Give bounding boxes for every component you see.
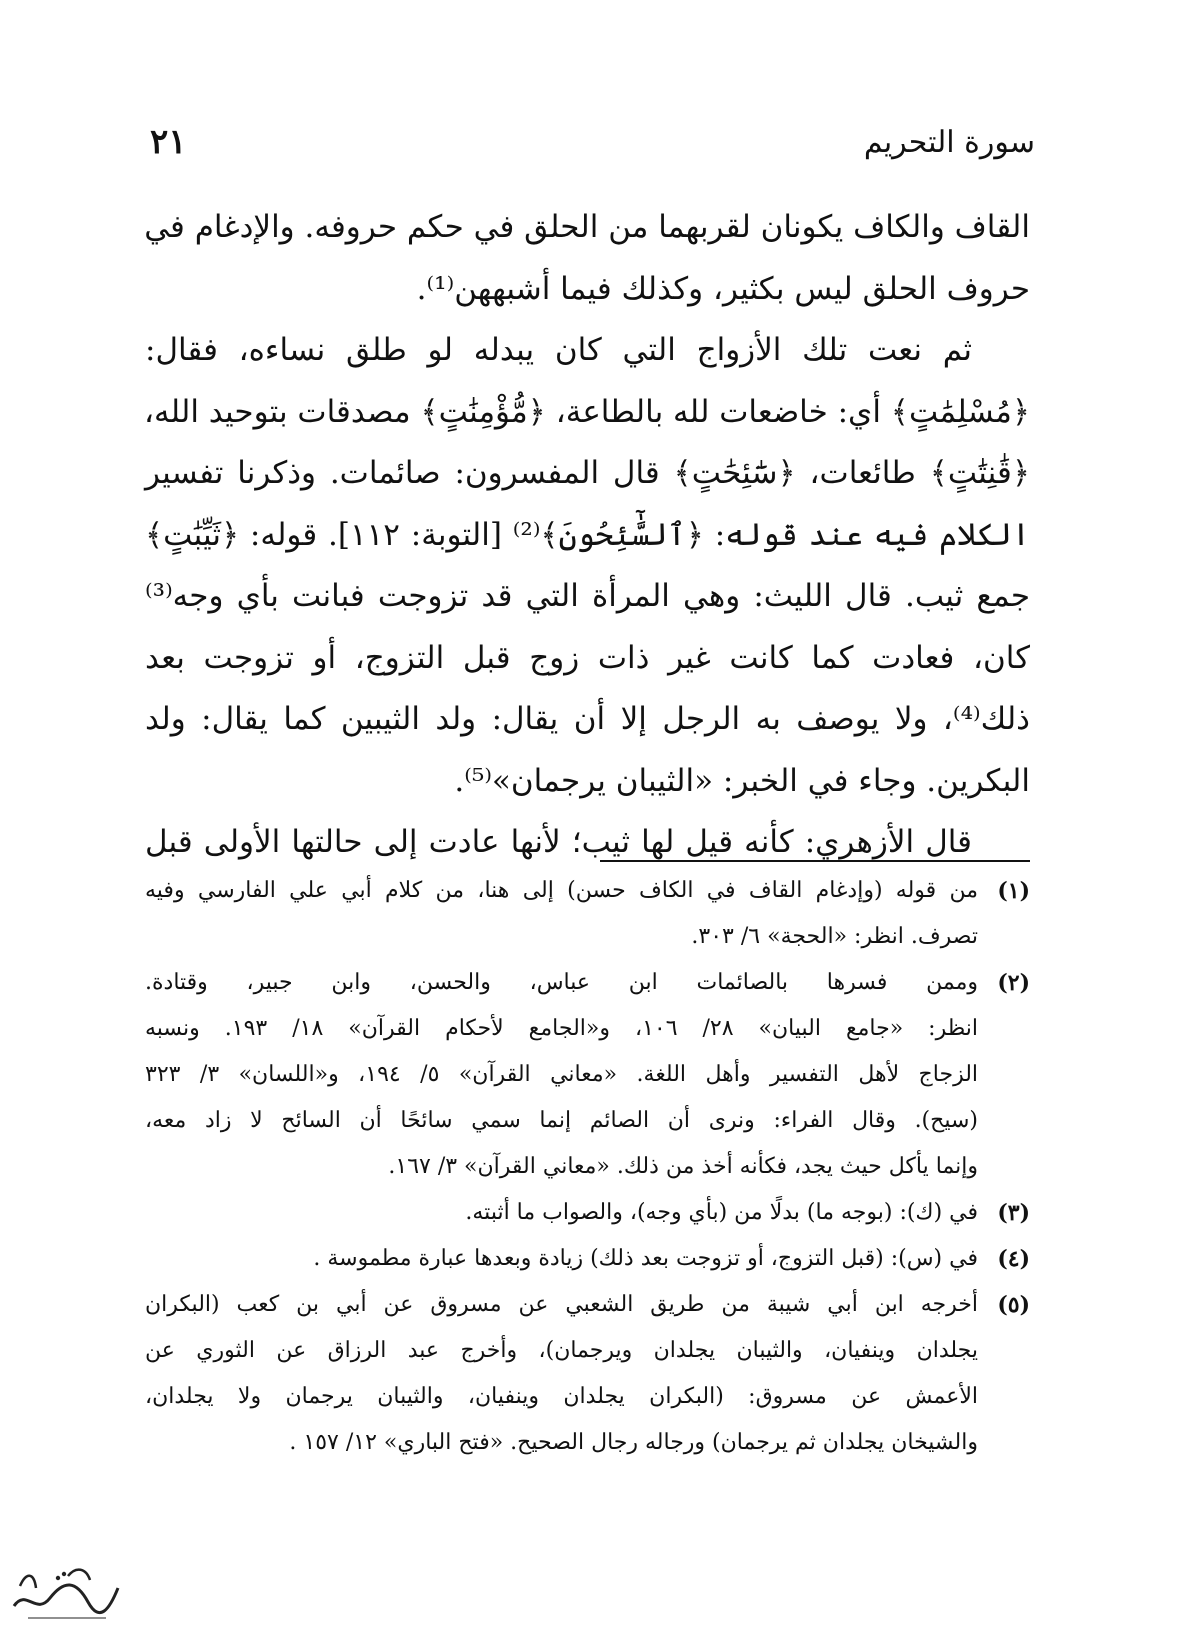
footnote-text: تصرف. انظر: «الحجة» ٦/ ٣٠٣. — [691, 924, 978, 949]
footnote-marker: (٤) — [997, 1246, 1030, 1272]
main-text — [145, 197, 1030, 874]
footnote — [145, 1190, 1030, 1236]
footnote — [145, 1282, 1030, 1466]
running-header — [150, 112, 1035, 172]
footnote-line — [145, 1374, 1030, 1420]
footnote-text: الزجاج لأهل التفسير وأهل اللغة. «معاني القرآن» ٥/ ١٩٤، و«اللسان» ٣/ ٣٢٣ — [145, 1062, 979, 1087]
footnote-line — [145, 1006, 1030, 1052]
footnote-line — [145, 914, 1030, 960]
body-line: ذلك⁽⁴⁾، ولا يوصف به الرجل إلا أن يقال: ولد الثيبين كما يقال: ولد — [145, 701, 1030, 737]
footnote-line — [145, 1190, 1030, 1236]
footnote-text: والشيخان يجلدان ثم يرجمان) ورجاله رجال الصحيح. «فتح الباري» ١٢/ ١٥٧ . — [289, 1430, 978, 1455]
footnote-line — [145, 1144, 1030, 1190]
body-line: القاف والكاف يكونان لقربهما من الحلق في حكم حروفه. والإدغام في — [144, 209, 1030, 245]
footnote-text: في (س): (قبل التزوج، أو تزوجت بعد ذلك) زيادة وبعدها عبارة مطموسة . — [313, 1246, 978, 1271]
footnote — [145, 868, 1030, 960]
footnote-marker: (٣) — [997, 1200, 1030, 1226]
footnote-text: الأعمش عن مسروق: (البكران يجلدان وينفيان، والثيبان يرجمان ولا يجلدان، — [145, 1384, 978, 1409]
footnote-text: يجلدان وينفيان، والثيبان يجلدان ويرجمان)، وأخرج عبد الرزاق عن الثوري عن — [145, 1338, 978, 1363]
body-line: ﴿مُسْلِمَٰتٍ﴾ أي: خاضعات لله بالطاعة، ﴿مُّؤْمِنَٰتٍ﴾ مصدقات بتوحيد الله، — [143, 393, 1030, 430]
body-line: الكلام فيه عند قوله: ﴿ٱلسَّٰٓئِحُونَ﴾⁽²⁾ [التوبة: ١١٢]. قوله: ﴿ثَيِّبَٰتٍ﴾ — [145, 516, 1030, 553]
body-line: قال الأزهري: كأنه قيل لها ثيب؛ لأنها عادت إلى حالتها الأولى قبل — [145, 824, 972, 860]
footnote-line — [145, 1282, 1030, 1328]
footnote-line — [145, 960, 1030, 1006]
footnote-separator — [600, 860, 1030, 862]
footnote-text: وممن فسرها بالصائمات ابن عباس، والحسن، وابن جبير، وقتادة. — [145, 970, 978, 995]
publisher-logo — [6, 1558, 126, 1628]
footnote-line — [145, 1420, 1030, 1466]
footnote-line — [145, 1052, 1030, 1098]
footnote-text: من قوله (وإدغام القاف في الكاف حسن) إلى هنا، من كلام أبي علي الفارسي وفيه — [145, 878, 978, 903]
footnote-text: في (ك): (بوجه ما) بدلًا من (بأي وجه)، والصواب ما أثبته. — [465, 1200, 978, 1225]
body-line: ثم نعت تلك الأزواج التي كان يبدله لو طلق نساءه، فقال: — [145, 332, 972, 368]
footnote-marker: (٢) — [997, 970, 1030, 996]
body-line: ﴿قَٰنِتَٰتٍ﴾ طائعات، ﴿سَٰٓئِحَٰتٍ﴾ قال المفسرون: صائمات. وذكرنا تفسير — [145, 455, 1030, 491]
footnote-line — [145, 1098, 1030, 1144]
footnote-marker: (١) — [997, 878, 1030, 904]
footnote-line — [145, 1236, 1030, 1282]
footnotes — [145, 868, 1030, 1466]
footnote-text: انظر: «جامع البيان» ٢٨/ ١٠٦، و«الجامع لأحكام القرآن» ١٨/ ١٩٣. ونسبه — [145, 1016, 979, 1041]
footnote-line — [145, 1328, 1030, 1374]
footnote-text: (سيح). وقال الفراء: ونرى أن الصائم إنما سمي سائحًا أن السائح لا زاد معه، — [145, 1108, 978, 1133]
footnote-text: أخرجه ابن أبي شيبة من طريق الشعبي عن مسروق عن أبي بن كعب (البكران — [145, 1292, 978, 1317]
page-number: ٢١ — [150, 122, 187, 162]
footnote — [145, 1236, 1030, 1282]
footnote-line — [145, 868, 1030, 914]
surah-title: سورة التحريم — [863, 124, 1035, 160]
body-line: جمع ثيب. قال الليث: وهي المرأة التي قد تزوجت فبانت بأي وجه⁽³⁾ — [145, 578, 1030, 614]
body-line: كان، فعادت كما كانت غير ذات زوج قبل التزوج، أو تزوجت بعد — [145, 639, 1030, 676]
body-line: حروف الحلق ليس بكثير، وكذلك فيما أشبههن⁽¹⁾. — [416, 270, 1030, 307]
footnote-marker: (٥) — [997, 1292, 1030, 1318]
footnote-text: وإنما يأكل حيث يجد، فكأنه أخذ من ذلك. «معاني القرآن» ٣/ ١٦٧. — [388, 1154, 978, 1179]
footnote — [145, 960, 1030, 1190]
body-line: البكرين. وجاء في الخبر: «الثيبان يرجمان»⁽⁵⁾. — [454, 762, 1030, 799]
